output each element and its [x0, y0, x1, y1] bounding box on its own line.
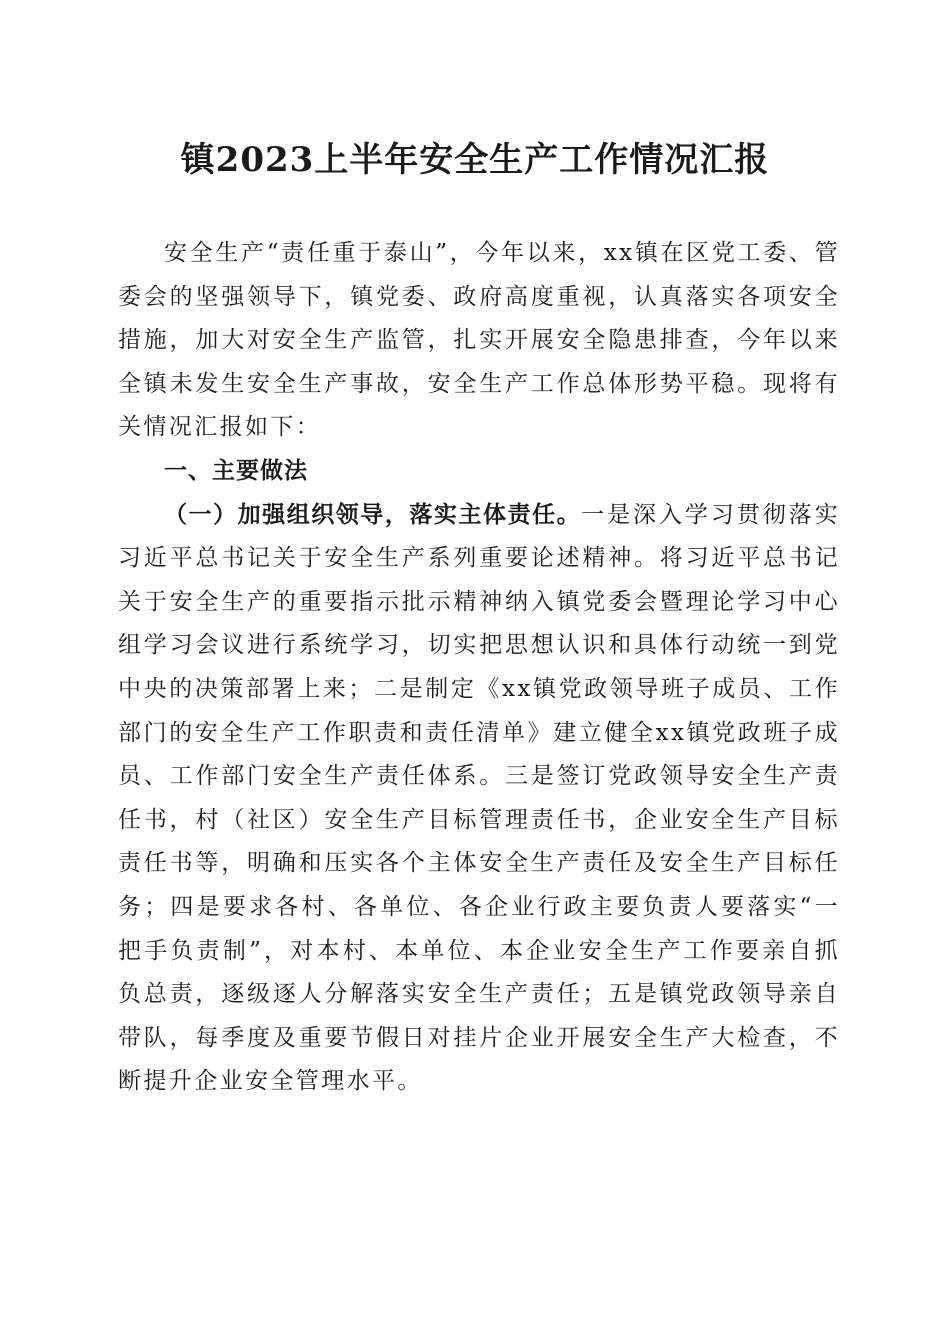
subsection-heading: （一）加强组织领导，落实主体责任。	[164, 501, 582, 528]
document-body	[118, 232, 840, 1104]
document-title: 镇2023上半年安全生产工作情况汇报	[180, 140, 770, 180]
intro-paragraph: 安全生产“责任重于泰山”，今年以来，xx镇在区党工委、管委会的坚强领导下，镇党委、政府高度重视，认真落实各项安全措施，加大对安全生产监管，扎实开展安全隐患排查，今年以来全镇未发生安全生产事故，安全生产工作总体形势平稳。现将有关情况汇报如下：	[118, 240, 840, 441]
subsection-body: 一是深入学习贯彻落实习近平总书记关于安全生产系列重要论述精神。将习近平总书记关于安全生产的重要指示批示精神纳入镇党委会暨理论学习中心组学习会议进行系统学习，切实把思想认识和具体行动统一到党中央的决策部署上来；二是制定《xx镇党政领导班子成员、工作部门的安全生产工作职责和责任清单》建立健全xx镇党政班子成员、工作部门安全生产责任体系。三是签订党政领导安全生产责任书，村（社区）安全生产目标管理责任书，企业安全生产目标责任书等，明确和压实各个主体安全生产责任及安全生产目标任务；四是要求各村、各单位、各企业行政主要负责人要落实“一把手负责制”，对本村、本单位、本企业安全生产工作要亲自抓负总责，逐级逐人分解落实安全生产责任；五是镇党政领导亲自带队，每季度及重要节假日对挂片企业开展安全生产大检查，不断提升企业安全管理水平。	[118, 501, 841, 1095]
subsection-paragraph	[118, 494, 840, 1104]
section-heading: 一、主要做法	[164, 457, 308, 484]
